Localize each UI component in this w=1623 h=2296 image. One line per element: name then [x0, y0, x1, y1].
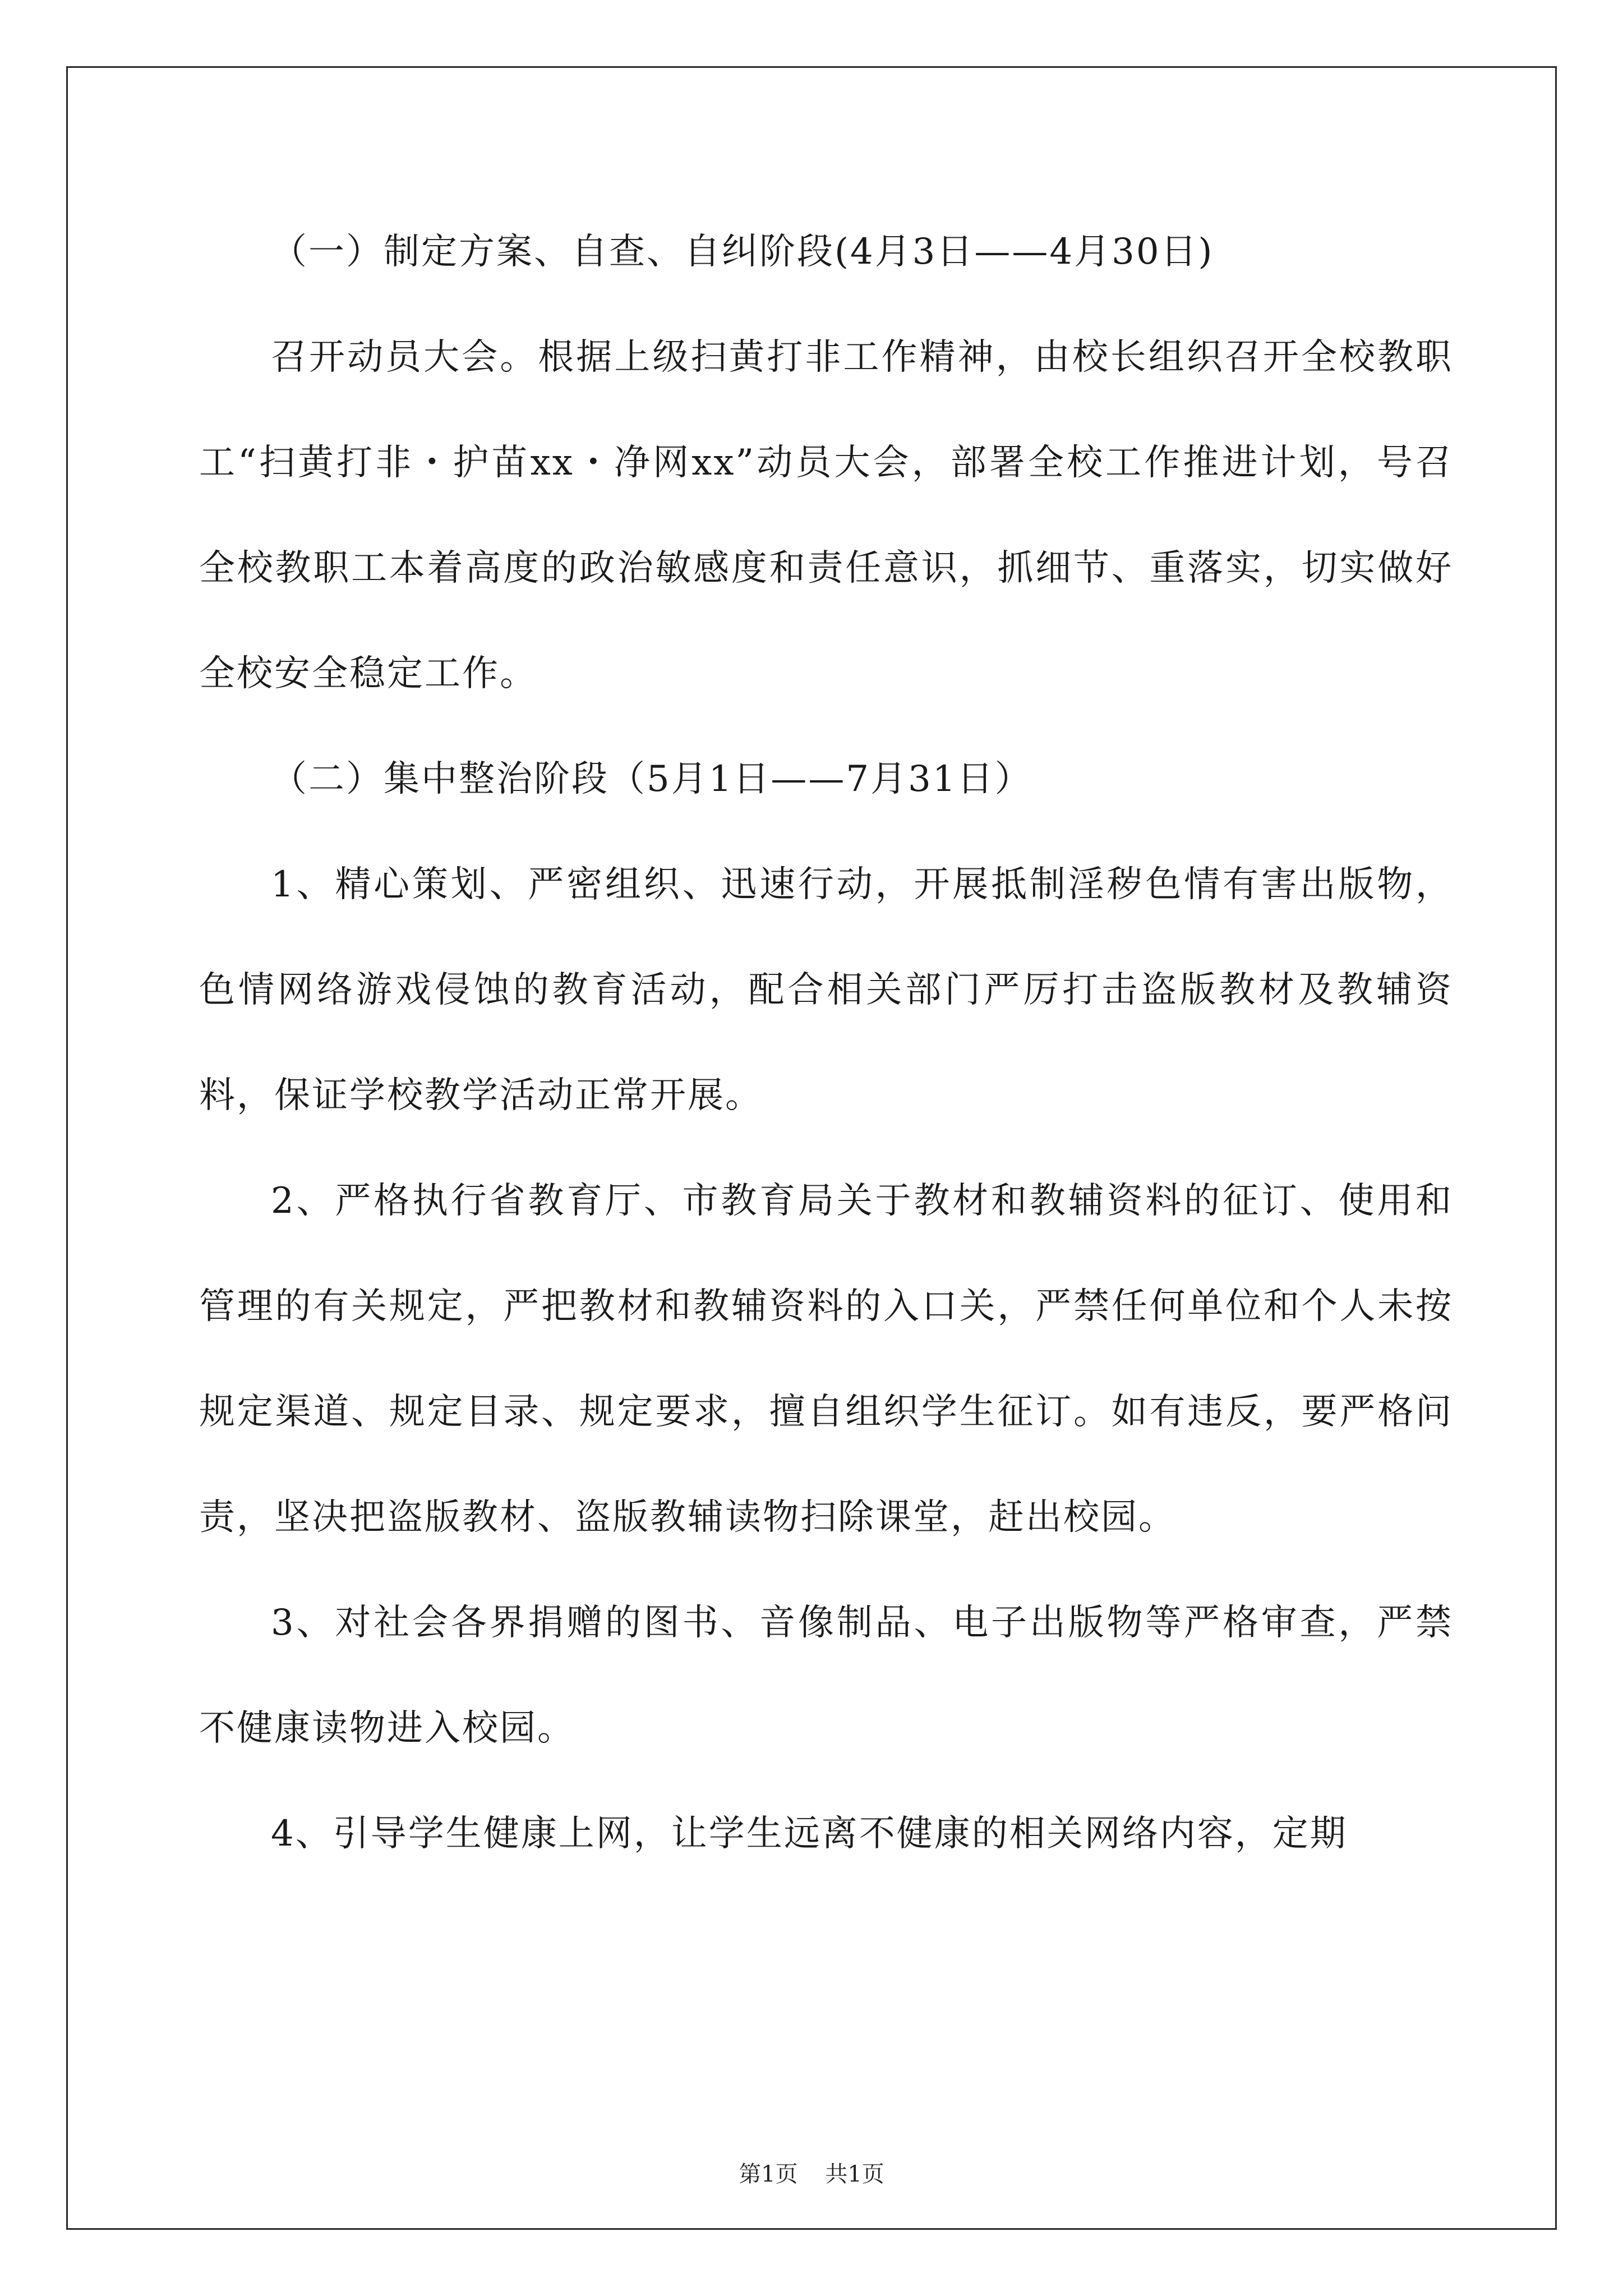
paragraph-item-1: 1、精心策划、严密组织、迅速行动，开展抵制淫秽色情有害出版物，色情网络游戏侵蚀的教育活动，配合相关部门严厉打击盗版教材及教辅资料，保证学校教学活动正常开展。: [199, 864, 1453, 1116]
page-footer: [0, 2157, 1623, 2191]
paragraph-mobilization-meeting: 召开动员大会。根据上级扫黄打非工作精神，由校长组织召开全校教职工“扫黄打非・护苗xx・净网xx”动员大会，部署全校工作推进计划，号召全校教职工本着高度的政治敏感度和责任意识，抓细节、重落实，切实做好全校安全稳定工作。: [199, 337, 1453, 694]
section-heading-1: （一）制定方案、自查、自纠阶段(4月3日——4月30日): [271, 231, 1214, 273]
section-heading-2: （二）集中整治阶段（5月1日——7月31日）: [271, 758, 1032, 800]
paragraph-item-4: 4、引导学生健康上网，让学生远离不健康的相关网络内容，定期: [271, 1813, 1348, 1855]
page-number-current: 第1页: [739, 2161, 798, 2187]
document-body: [199, 199, 1453, 1887]
page-number-total: 共1页: [825, 2161, 884, 2187]
paragraph-item-3: 3、对社会各界捐赠的图书、音像制品、电子出版物等严格审查，严禁不健康读物进入校园。: [199, 1602, 1453, 1749]
paragraph-item-2: 2、严格执行省教育厅、市教育局关于教材和教辅资料的征订、使用和管理的有关规定，严把教材和教辅资料的入口关，严禁任何单位和个人未按规定渠道、规定目录、规定要求，擅自组织学生征订。如有违反，要严格问责，坚决把盗版教材、盗版教辅读物扫除课堂，赶出校园。: [199, 1180, 1453, 1538]
